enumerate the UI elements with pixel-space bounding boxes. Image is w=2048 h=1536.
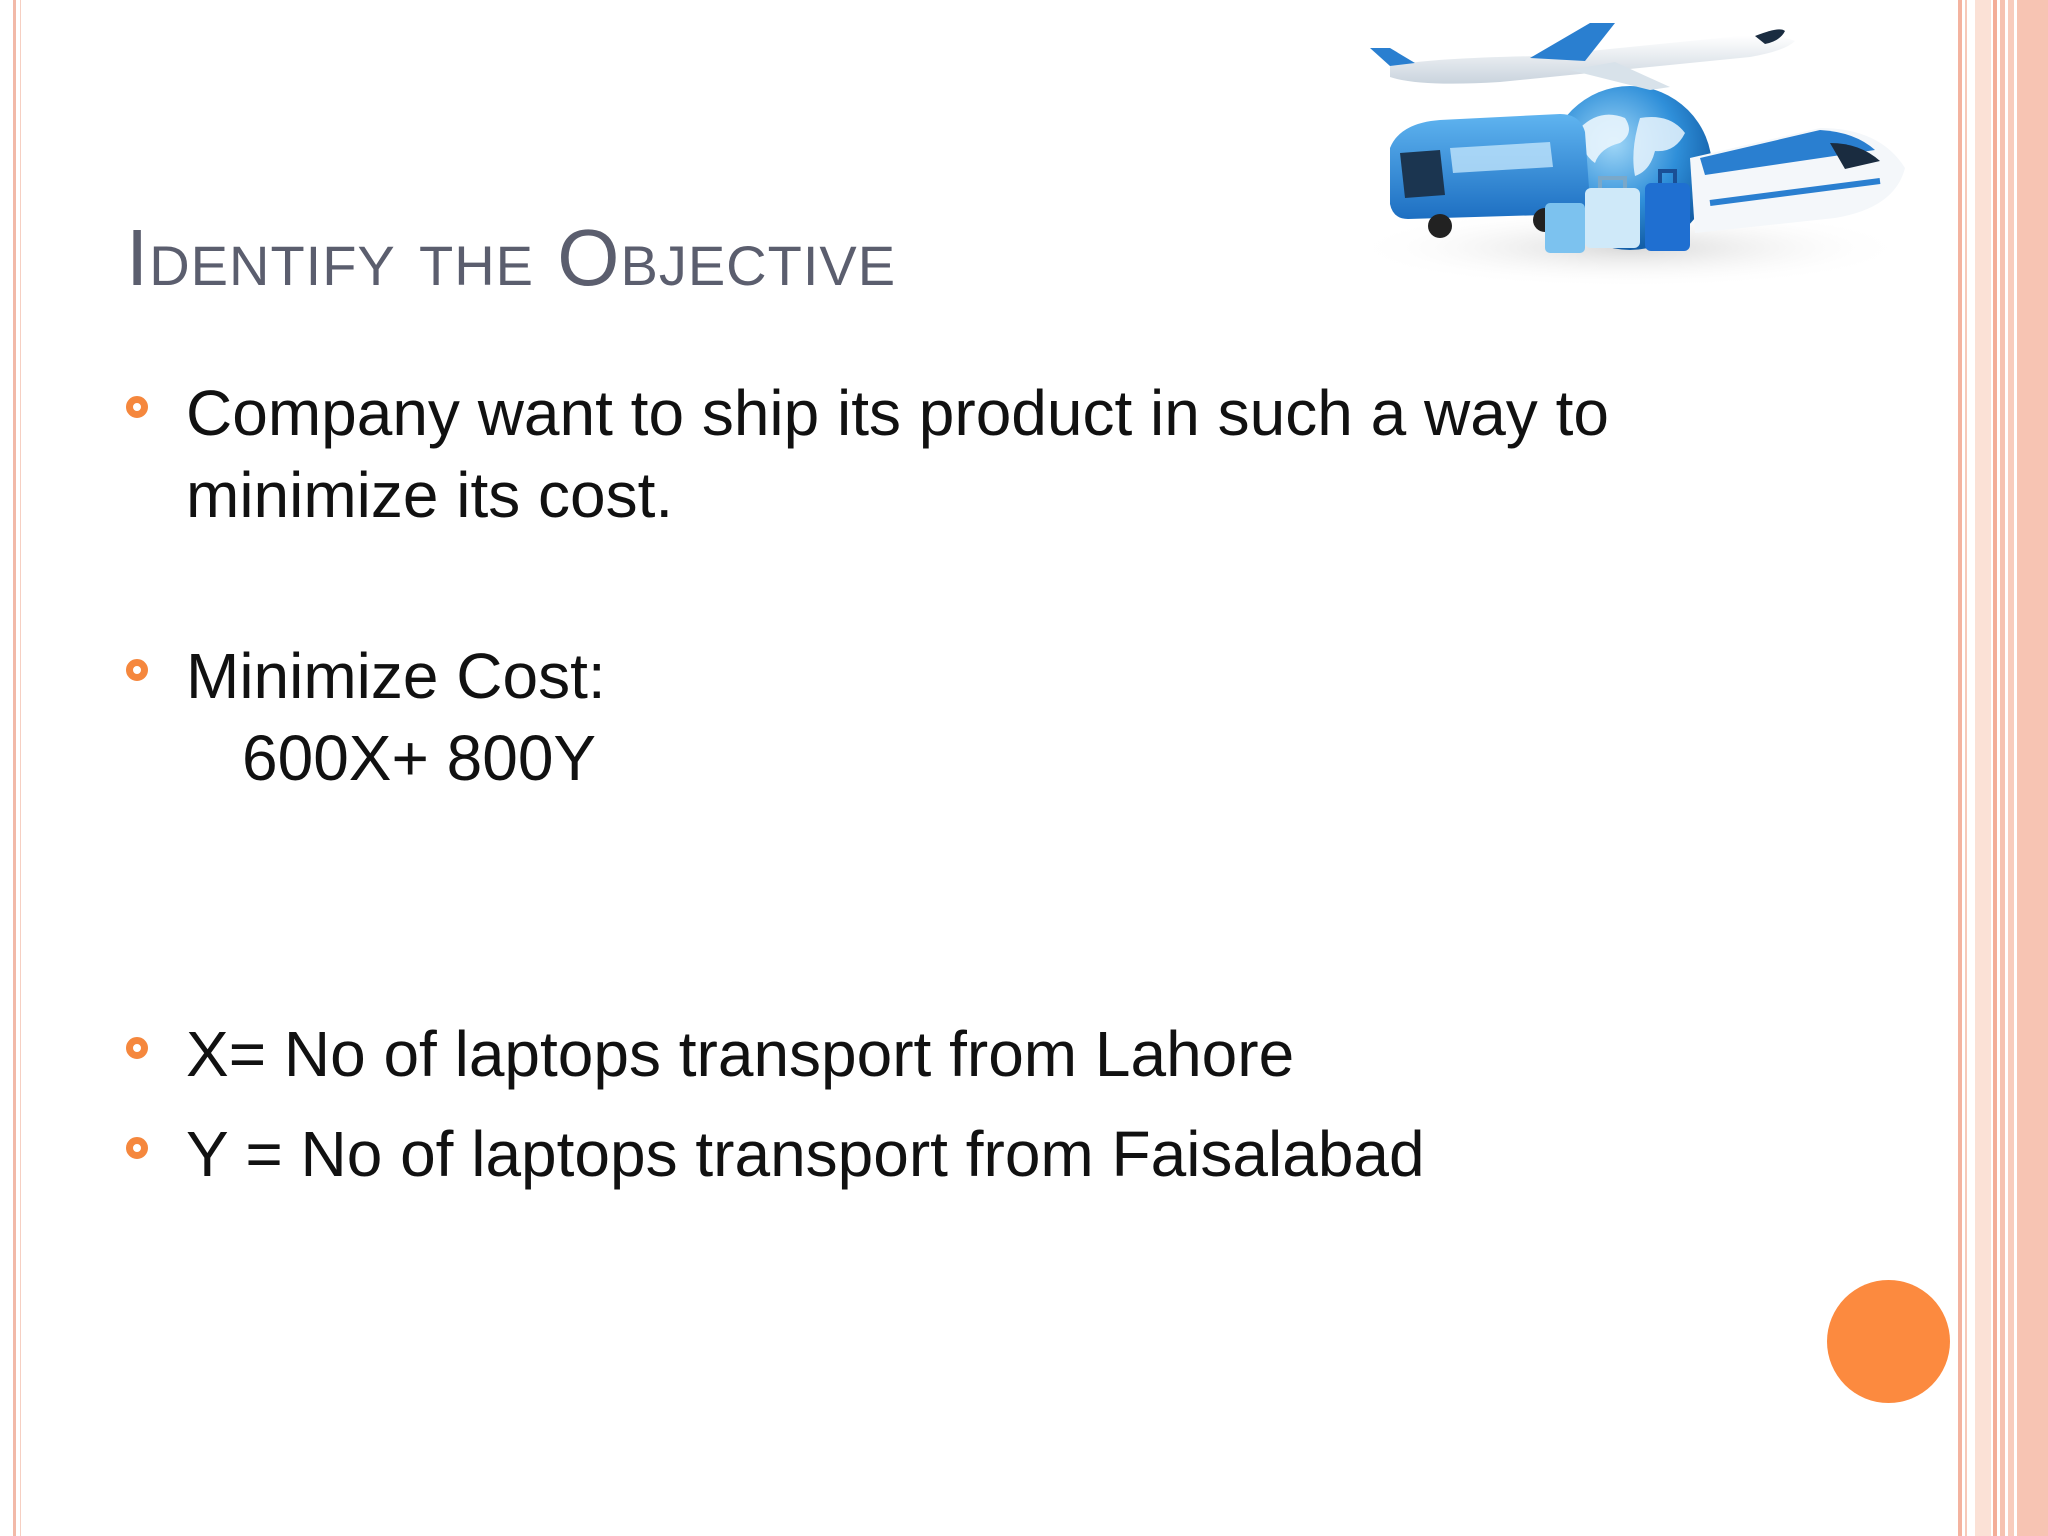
suitcase-icon bbox=[1585, 188, 1640, 248]
bullet-icon bbox=[126, 396, 148, 418]
cost-formula: 600X+ 800Y bbox=[242, 722, 597, 794]
bullet-text: Minimize Cost: bbox=[186, 640, 606, 712]
suitcase-icon bbox=[1645, 183, 1690, 251]
right-stripe bbox=[2008, 0, 2014, 1536]
right-stripe bbox=[1975, 0, 1991, 1536]
bullet-text-continued: minimize its cost. bbox=[186, 459, 674, 531]
transport-globe-illustration bbox=[1330, 8, 1930, 308]
frame-left-line bbox=[13, 0, 16, 1536]
bullet-text: X= No of laptops transport from Lahore bbox=[186, 1018, 1295, 1090]
bullet-icon bbox=[126, 1037, 148, 1059]
right-stripe bbox=[1993, 0, 1997, 1536]
bullet-text: Company want to ship its product in such a way to bbox=[186, 377, 1609, 449]
right-stripe bbox=[1958, 0, 1962, 1536]
decorative-circle bbox=[1827, 1280, 1950, 1403]
right-stripe bbox=[1965, 0, 1967, 1536]
frame-left-line-thin bbox=[20, 0, 21, 1536]
bullet-icon bbox=[126, 659, 148, 681]
bullet-text: Y = No of laptops transport from Faisalabad bbox=[186, 1118, 1425, 1190]
slide-title: Identify the Objective bbox=[126, 213, 897, 302]
bullet-icon bbox=[126, 1137, 148, 1159]
suitcase-icon bbox=[1545, 203, 1585, 253]
right-stripe bbox=[2017, 0, 2048, 1536]
right-stripe bbox=[2000, 0, 2005, 1536]
